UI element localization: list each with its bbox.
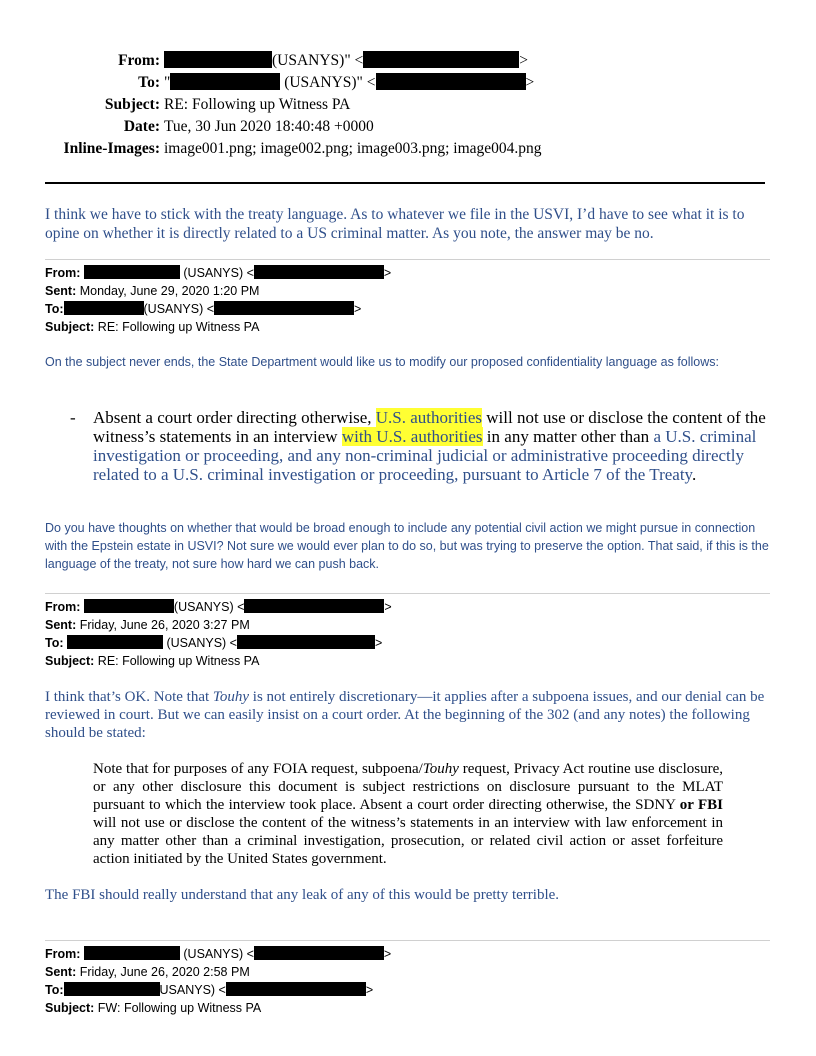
header-subject-value: RE: Following up Witness PA (164, 96, 351, 113)
message-body-1: I think we have to stick with the treaty language. As to whatever we file in the USVI, I’d have to see what it is to opine on whether it is directly related to a US criminal matter. As you note, the answer may be no. (45, 206, 745, 242)
email-header (40, 50, 780, 160)
quoted-email-header-3: From: (USANYS) < > Sent: Friday, June 26, 2020 2:58 PM To: USANYS) < > Subject: FW: Following up Witness PA (45, 940, 770, 1017)
redaction-block (254, 265, 384, 279)
message-body-5: The FBI should really understand that any leak of any of this would be pretty terrible. (45, 887, 560, 903)
highlighted-text: with U.S. authorities (341, 427, 483, 446)
redaction-block (254, 946, 384, 960)
redaction-block (164, 51, 272, 68)
divider (45, 259, 770, 260)
redaction-block (84, 946, 180, 960)
header-divider (45, 182, 765, 184)
header-to-row: To: " (USANYS)" < > (40, 72, 780, 94)
message-body-4: I think that’s OK. Note that Touhy is not entirely discretionary—it applies after a subpoena issues, and our denial can be reviewed in court. But we can easily insist on a court order. At the beginning of the 302 (and any notes) the following should be stated: (45, 689, 765, 741)
redaction-block (64, 301, 144, 315)
divider (45, 593, 770, 594)
header-images-row (40, 138, 780, 160)
quoted-email-header-2: From: (USANYS) < > Sent: Friday, June 26, 2020 3:27 PM To: (USANYS) < > Subject: RE: Following up Witness PA (45, 593, 770, 670)
redaction-block (84, 265, 180, 279)
redaction-block (84, 599, 174, 613)
redaction-block (214, 301, 354, 315)
quoted-disclosure-language: Note that for purposes of any FOIA request, subpoena/Touhy request, Privacy Act routine use disclosure, or any other disclosure this document is subject restrictions on disclosure pursuant to the MLAT pursuant to which the interview took place. Absent a court order directing otherwise, the SDNY or FBI will not use or disclose the content of the witness’s statements in an interview with law enforcement in any matter other than a criminal investigation, prosecution, or related civil action or asset forfeiture action initiated by the United States government. (93, 761, 723, 867)
message-body-2: On the subject never ends, the State Department would like us to modify our proposed confidentiality language as follows: (45, 355, 719, 369)
redaction-block (67, 635, 163, 649)
redaction-block (237, 635, 375, 649)
highlighted-text: U.S. authorities (375, 408, 483, 427)
redaction-block (363, 51, 519, 68)
redaction-block (64, 982, 160, 996)
message-body-3: Do you have thoughts on whether that would be broad enough to include any potential civil action we might pursue in connection with the Epstein estate in USVI? Not sure we would ever plan to do so, but was trying to preserve the option. That said, if this is the language of the treaty, not sure how hard we can push back. (45, 521, 769, 571)
redaction-block (244, 599, 384, 613)
header-from-row: From: (USANYS)" < > (40, 50, 780, 72)
header-to-label: To: (138, 74, 160, 91)
redaction-block (376, 73, 526, 90)
header-images-value: image001.png; image002.png; image003.png; image004.png (164, 140, 542, 157)
header-images-label: Inline-Images: (63, 140, 160, 157)
header-from-label: From: (118, 52, 160, 69)
header-subject-row (40, 94, 780, 116)
redaction-block (170, 73, 280, 90)
header-date-label: Date: (123, 118, 160, 135)
redaction-block (226, 982, 366, 996)
treaty-language-bullet: - Absent a court order directing otherwise, U.S. authorities will not use or disclose the content of the witness’s statements in an interview with U.S. authorities in any matter other than a U.S. criminal investigation or proceeding, and any non-criminal judicial or administrative proceeding directly related to a U.S. criminal investigation or proceeding, pursuant to Article 7 of the Treaty. (70, 408, 766, 484)
quoted-email-header-1: From: (USANYS) < > Sent: Monday, June 29, 2020 1:20 PM To: (USANYS) < > Subject: RE: Following up Witness PA (45, 259, 770, 336)
header-subject-label: Subject: (104, 96, 160, 113)
header-date-value: Tue, 30 Jun 2020 18:40:48 +0000 (164, 118, 374, 135)
divider (45, 940, 770, 941)
header-date-row (40, 116, 780, 138)
